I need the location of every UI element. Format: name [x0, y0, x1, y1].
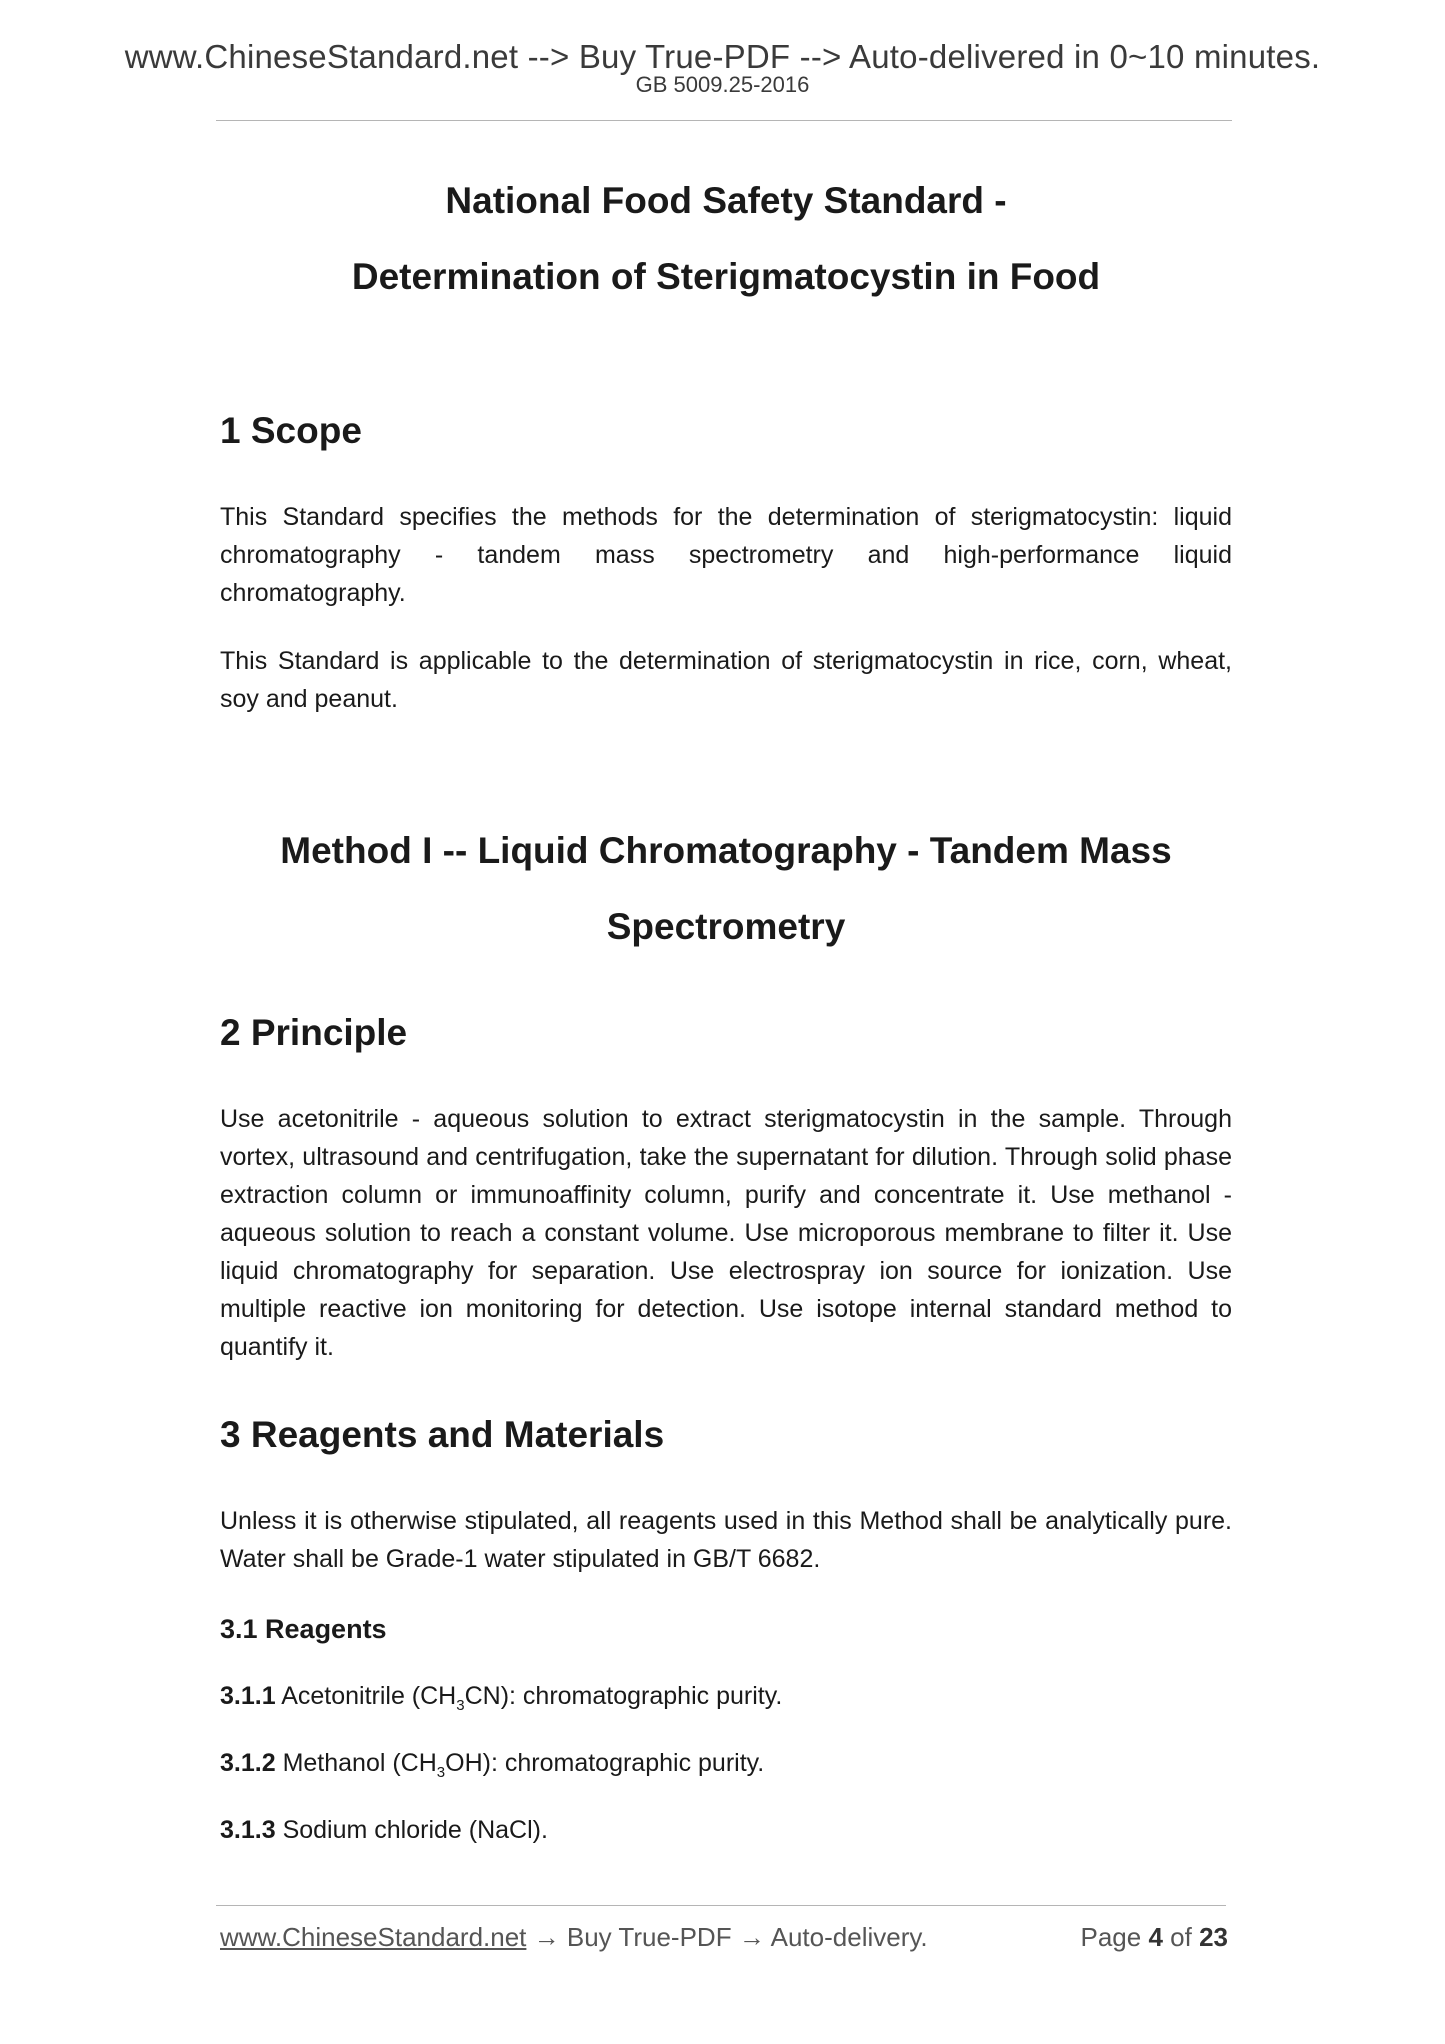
- standard-code: GB 5009.25-2016: [635, 72, 810, 97]
- reagents-paragraph: Unless it is otherwise stipulated, all reagents used in this Method shall be analytically pure. Water shall be Grade-1 water stipulated in GB/T 6682.: [220, 1507, 1232, 1573]
- method-title-line-1: Method I -- Liquid Chromatography - Tandem Mass: [280, 830, 1172, 871]
- scope-paragraph-1: This Standard specifies the methods for the determination of sterigmatocystin: liquid chromatography - tandem mass spectrometry and high-performance liquid chromatography.: [220, 503, 1232, 607]
- page-total: 23: [1199, 1922, 1228, 1952]
- page-label: Page: [1080, 1922, 1142, 1952]
- section-2-heading: 2 Principle: [220, 1012, 408, 1053]
- item-text: Sodium chloride (NaCl).: [282, 1816, 548, 1844]
- page-indicator: [1080, 1922, 1228, 1953]
- arrow-icon: →: [533, 1922, 560, 1952]
- reagent-item-3-1-3: [220, 1816, 548, 1845]
- item-number: 3.1.2: [220, 1749, 276, 1777]
- item-subscript: 3: [436, 1764, 446, 1781]
- arrow-icon: →: [738, 1922, 765, 1952]
- item-text: Methanol (CH: [282, 1749, 437, 1777]
- item-subscript: 3: [456, 1697, 465, 1714]
- page-current: 4: [1148, 1922, 1163, 1952]
- item-number: 3.1.1: [220, 1682, 276, 1710]
- item-text-rest: OH): chromatographic purity.: [445, 1749, 765, 1777]
- header-banner: www.ChineseStandard.net --> Buy True-PDF --> Auto-delivered in 0~10 minutes.: [124, 38, 1321, 75]
- scope-paragraph-2: This Standard is applicable to the determination of sterigmatocystin in rice, corn, wheat, soy and peanut.: [220, 647, 1232, 713]
- footer-promo: [220, 1922, 928, 1953]
- footer-link[interactable]: www.ChineseStandard.net: [220, 1922, 527, 1952]
- item-number: 3.1.3: [220, 1816, 276, 1844]
- reagent-item-3-1-1: [220, 1682, 782, 1714]
- item-text: Acetonitrile (CH: [281, 1682, 457, 1710]
- of-label: of: [1170, 1922, 1192, 1952]
- title-line-1: National Food Safety Standard -: [445, 180, 1007, 221]
- section-3-heading: 3 Reagents and Materials: [220, 1414, 665, 1455]
- subsection-3-1-heading: 3.1 Reagents: [220, 1614, 387, 1644]
- footer-buy-text: Buy True-PDF: [566, 1922, 732, 1952]
- method-title-line-2: Spectrometry: [606, 906, 846, 947]
- header-divider: [216, 120, 1232, 121]
- footer-divider: [216, 1905, 1226, 1906]
- section-1-heading: 1 Scope: [220, 410, 362, 451]
- principle-paragraph: Use acetonitrile - aqueous solution to extract sterigmatocystin in the sample. Through vortex, ultrasound and centrifugation, take the supernatant for dilution. Through solid phase extraction column or immunoaffinity column, purify and concentrate it. Use methanol - aqueous solution to reach a constant volume. Use microporous membrane to filter it. Use liquid chromatography for separation. Use electrospray ion source for ionization. Use multiple reactive ion monitoring for detection. Use isotope internal standard method to quantify it.: [220, 1105, 1232, 1361]
- footer-delivery-text: Auto-delivery.: [770, 1922, 928, 1952]
- title-line-2: Determination of Sterigmatocystin in Food: [351, 256, 1101, 297]
- reagent-item-3-1-2: [220, 1749, 764, 1781]
- item-text-rest: CN): chromatographic purity.: [464, 1682, 783, 1710]
